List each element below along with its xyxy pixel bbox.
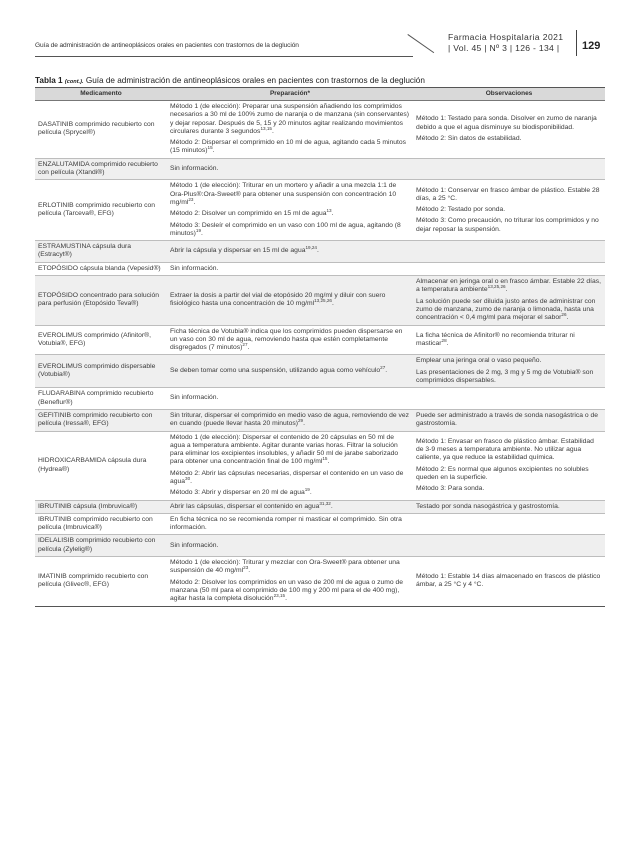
- medication-cell: ETOPÓSIDO concentrado para solución para perfusión (Etopósido Teva®): [35, 276, 167, 325]
- observations-cell: [413, 276, 605, 325]
- observation-text: Las presentaciones de 2 mg, 3 mg y 5 mg de Votubia® son comprimidos dispersables.: [416, 368, 594, 385]
- medication-cell: EVEROLIMUS comprimido (Afinitor®, Votubia®, EFG): [35, 325, 167, 355]
- observation-text: Método 2: Testado por sonda.: [416, 206, 506, 214]
- reference-superscript: 28: [441, 337, 447, 343]
- table-row: [35, 535, 605, 557]
- medication-cell: ETOPÓSIDO cápsula blanda (Vepesid®): [35, 262, 167, 275]
- table-row: [35, 431, 605, 500]
- reference-superscript: 23: [243, 565, 249, 571]
- table-row: [35, 325, 605, 355]
- observations-cell: [413, 101, 605, 159]
- observations-cell: [413, 513, 605, 535]
- observations-cell: [413, 158, 605, 180]
- table-row: [35, 409, 605, 431]
- reference-superscript: 13,25,26: [314, 298, 332, 304]
- preparation-cell: [167, 513, 413, 535]
- observations-cell: [413, 325, 605, 355]
- preparation-text: En ficha técnica no se recomienda romper ni masticar el comprimido. Sin otra información.: [170, 515, 402, 532]
- header-rule: [35, 56, 413, 57]
- header-observaciones: Observaciones: [413, 88, 605, 101]
- observations-cell: [413, 241, 605, 263]
- reference-superscript: 27: [380, 365, 386, 371]
- table-row: [35, 101, 605, 159]
- medication-cell: ENZALUTAMIDA comprimido recubierto con película (Xtandi®): [35, 158, 167, 180]
- preparation-text: Método 3: Desleír el comprimido en un vaso con 100 ml de agua, agitando (8 minutos)$^{19}$.: [170, 221, 401, 237]
- observations-cell: [413, 557, 605, 606]
- medication-cell: HIDROXICARBAMIDA cápsula dura (Hydrea®): [35, 431, 167, 500]
- observation-text: Método 2: Es normal que algunos excipientes no solubles queden en la superficie.: [416, 465, 589, 481]
- medication-cell: IBRUTINIB comprimido recubierto con película (Imbruvica®): [35, 513, 167, 535]
- observation-text: Método 3: Como precaución, no triturar los comprimidos y no dejar reposar la suspensión.: [416, 217, 599, 233]
- preparation-cell: [167, 388, 413, 410]
- table-row: [35, 276, 605, 325]
- observation-text: La solución puede ser diluida justo antes de administrar con zumo de manzana, zumo de naranja o limonada, hasta una concentración < 0,4 mg/ml para mejorar el sabor$^{26}$.: [416, 297, 596, 322]
- preparation-text: Método 3: Abrir y dispersar en 20 ml de agua$^{19}$.: [170, 487, 312, 497]
- observation-text: Testado por sonda nasogástrica y gastrostomía.: [416, 502, 560, 510]
- preparation-text: Método 1 (de elección): Triturar en un mortero y añadir a una mezcla 1:1 de Ora-Plus®:Ora-Sweet® para obtener una suspensión con concentración 10 $mg/ml^{23}$.: [170, 182, 397, 206]
- preparation-text: Método 2: Abrir las cápsulas necesarias, dispersar el contenido en un vaso de agua$^{30}$.: [170, 469, 404, 485]
- reference-superscript: 13: [326, 208, 332, 214]
- preparation-text: Método 2: Disolver un comprimido en 15 ml de agua$^{13}$.: [170, 208, 334, 218]
- preparation-text: Ficha técnica de Votubia® indica que los comprimidos pueden dispersarse en un vaso con 30 ml de agua, removiendo hasta que estén completamente disgregados (7 minutos)$^{27}$.: [170, 327, 403, 352]
- reference-superscript: 15: [322, 456, 328, 462]
- page-number: 129: [582, 40, 601, 52]
- header-preparacion: Preparación*: [167, 88, 413, 101]
- observations-cell: [413, 180, 605, 241]
- observation-text: Método 3: Para sonda.: [416, 485, 485, 493]
- table-row: [35, 180, 605, 241]
- observations-cell: [413, 355, 605, 388]
- table-row: [35, 388, 605, 410]
- drug-table: [35, 87, 605, 607]
- observation-text: Método 1: Conservar en frasco ámbar de plástico. Estable 28 días, a 25 °C.: [416, 186, 600, 202]
- reference-superscript: 19,24: [305, 245, 317, 251]
- preparation-cell: [167, 180, 413, 241]
- reference-superscript: 13,15: [260, 125, 272, 131]
- observations-cell: [413, 388, 605, 410]
- journal-name: Farmacia Hospitalaria 2021: [448, 32, 564, 42]
- reference-superscript: 15: [207, 145, 213, 151]
- preparation-cell: [167, 355, 413, 388]
- preparation-cell: [167, 535, 413, 557]
- running-title: Guía de administración de antineoplásicos orales en pacientes con trastornos de la deglución: [35, 42, 299, 49]
- table-row: [35, 158, 605, 180]
- table-row: [35, 262, 605, 275]
- caption-prefix: Tabla 1: [35, 76, 63, 85]
- journal-volume: | Vol. 45 | Nº 3 | 126 - 134 |: [448, 43, 560, 53]
- preparation-text: Sin información.: [170, 541, 219, 549]
- observation-text: Almacenar en jeringa oral o en frasco ámbar. Estable 22 días, a temperatura ambiente$^{13,25,26}$.: [416, 278, 601, 294]
- observation-text: Puede ser administrado a través de sonda nasogástrica o de gastrostomía.: [416, 411, 598, 428]
- preparation-cell: [167, 431, 413, 500]
- table-row: [35, 355, 605, 388]
- reference-superscript: 23: [188, 196, 194, 202]
- preparation-cell: [167, 557, 413, 606]
- preparation-cell: [167, 241, 413, 263]
- caption-cont: (cont.).: [64, 79, 84, 85]
- medication-cell: ERLOTINIB comprimido recubierto con película (Tarceva®, EFG): [35, 180, 167, 241]
- preparation-cell: [167, 158, 413, 180]
- preparation-cell: [167, 325, 413, 355]
- preparation-cell: [167, 409, 413, 431]
- table-row: [35, 241, 605, 263]
- observation-text: Método 1: Testado para sonda. Disolver en zumo de naranja debido a que el agua disminuye su biodisponibilidad.: [416, 115, 597, 131]
- observations-cell: [413, 409, 605, 431]
- reference-superscript: 30: [185, 475, 191, 481]
- preparation-text: Abrir las cápsulas, dispersar el contenido en agua$^{31,32}$.: [170, 500, 333, 510]
- preparation-text: Se deben tomar como una suspensión, utilizando agua como vehículo$^{27}$.: [170, 365, 388, 375]
- preparation-text: Método 2: Dispersar el comprimido en 10 ml de agua, agitando cada 5 minutos (15 minutos)$^{15}$.: [170, 139, 407, 155]
- reference-superscript: 13,25,26: [487, 284, 506, 290]
- table-caption: [35, 76, 425, 85]
- medication-cell: ESTRAMUSTINA cápsula dura (Estracyt®): [35, 241, 167, 263]
- observation-text: Método 2: Sin datos de estabilidad.: [416, 135, 522, 143]
- medication-cell: IBRUTINIB cápsula (Imbruvica®): [35, 500, 167, 513]
- reference-superscript: 27: [242, 342, 248, 348]
- observations-cell: [413, 500, 605, 513]
- table-row: [35, 557, 605, 606]
- preparation-cell: [167, 262, 413, 275]
- observation-text: Método 1: Envasar en frasco de plástico ámbar. Estabilidad de 3-9 meses a temperatura ambiente. No utilizar agua caliente, ya que reduce la estabilidad química.: [416, 437, 594, 462]
- medication-cell: GEFITINIB comprimido recubierto con película (Iressa®, EFG): [35, 409, 167, 431]
- observations-cell: [413, 535, 605, 557]
- preparation-text: Abrir la cápsula y dispersar en 15 ml de agua$^{19,24}$.: [170, 245, 319, 255]
- medication-cell: IMATINIB comprimido recubierto con película (Glivec®, EFG): [35, 557, 167, 606]
- preparation-text: Sin triturar, dispersar el comprimido en medio vaso de agua, removiendo de vez en cuando (puede llevar hasta 20 minutos)$^{29}$.: [170, 411, 409, 428]
- caption-text: Guía de administración de antineoplásicos orales en pacientes con trastornos de la deglución: [85, 76, 425, 85]
- preparation-text: Sin información.: [170, 264, 219, 272]
- reference-superscript: 19: [304, 487, 310, 493]
- observation-text: Emplear una jeringa oral o vaso pequeño.: [416, 357, 542, 365]
- observations-cell: [413, 262, 605, 275]
- medication-cell: FLUDARABINA comprimido recubierto (Beneflur®): [35, 388, 167, 410]
- preparation-cell: [167, 101, 413, 159]
- table-row: [35, 513, 605, 535]
- preparation-text: Método 1 (de elección): Triturar y mezclar con Ora-Sweet® para obtener una suspensión de 40 $mg/ml^{23}$.: [170, 559, 400, 575]
- preparation-text: Sin información.: [170, 164, 219, 172]
- preparation-text: Método 2: Disolver los comprimidos en un vaso de 200 ml de agua o zumo de manzana (50 ml para el comprimido de 100 mg y 200 ml para el de 400 mg), agitar hasta la completa disolución$^{23,15}$.: [170, 578, 404, 603]
- observation-text: La ficha técnica de Afinitor® no recomienda triturar ni masticar$^{28}$.: [416, 331, 575, 347]
- reference-superscript: 31,32: [319, 500, 331, 506]
- reference-superscript: 26: [561, 312, 567, 318]
- table-row: [35, 500, 605, 513]
- header-medicamento: Medicamento: [35, 88, 167, 101]
- medication-cell: EVEROLIMUS comprimido dispersable (Votubia®): [35, 355, 167, 388]
- header-diagonal-rule: [407, 34, 434, 53]
- preparation-text: Método 1 (de elección): Preparar una suspensión añadiendo los comprimidos necesarios a 30 ml de 100% zumo de naranja o de manzana (sin conservantes) y dejar reposar. Después de 5, 15 y 20 minutos agitar realizando movimientos circulares durante 3 segundos$^{13,15}$.: [170, 103, 410, 135]
- reference-superscript: 19: [195, 227, 202, 233]
- reference-superscript: 23,15: [273, 593, 286, 599]
- medication-cell: DASATINIB comprimido recubierto con película (Sprycel®): [35, 101, 167, 159]
- preparation-cell: [167, 276, 413, 325]
- preparation-text: Extraer la dosis a partir del vial de etopósido 20 mg/ml y diluir con suero fisiológico hasta una concentración de 10 mg/ml$^{13,25,26}$.: [170, 291, 386, 308]
- preparation-text: Método 1 (de elección): Dispersar el contenido de 20 cápsulas en 50 ml de agua a temperatura ambiente. Agitar durante varias horas. Filtrar la solución para eliminar los excipientes insolubles, y añadir 50 ml de jarabe saborizado para obtener una concentración final de 100 $mg/ml^{15}$.: [170, 433, 399, 466]
- header-separator: [576, 30, 577, 56]
- reference-superscript: 29: [297, 418, 304, 424]
- table-body: [35, 101, 605, 607]
- preparation-cell: [167, 500, 413, 513]
- preparation-text: Sin información.: [170, 394, 219, 402]
- observations-cell: [413, 431, 605, 500]
- observation-text: Método 1: Estable 14 días almacenado en frascos de plástico ámbar, a 25 °C y 4 °C.: [416, 573, 601, 589]
- table-header-row: [35, 88, 605, 101]
- medication-cell: IDELALISIB comprimido recubierto con película (Zylelig®): [35, 535, 167, 557]
